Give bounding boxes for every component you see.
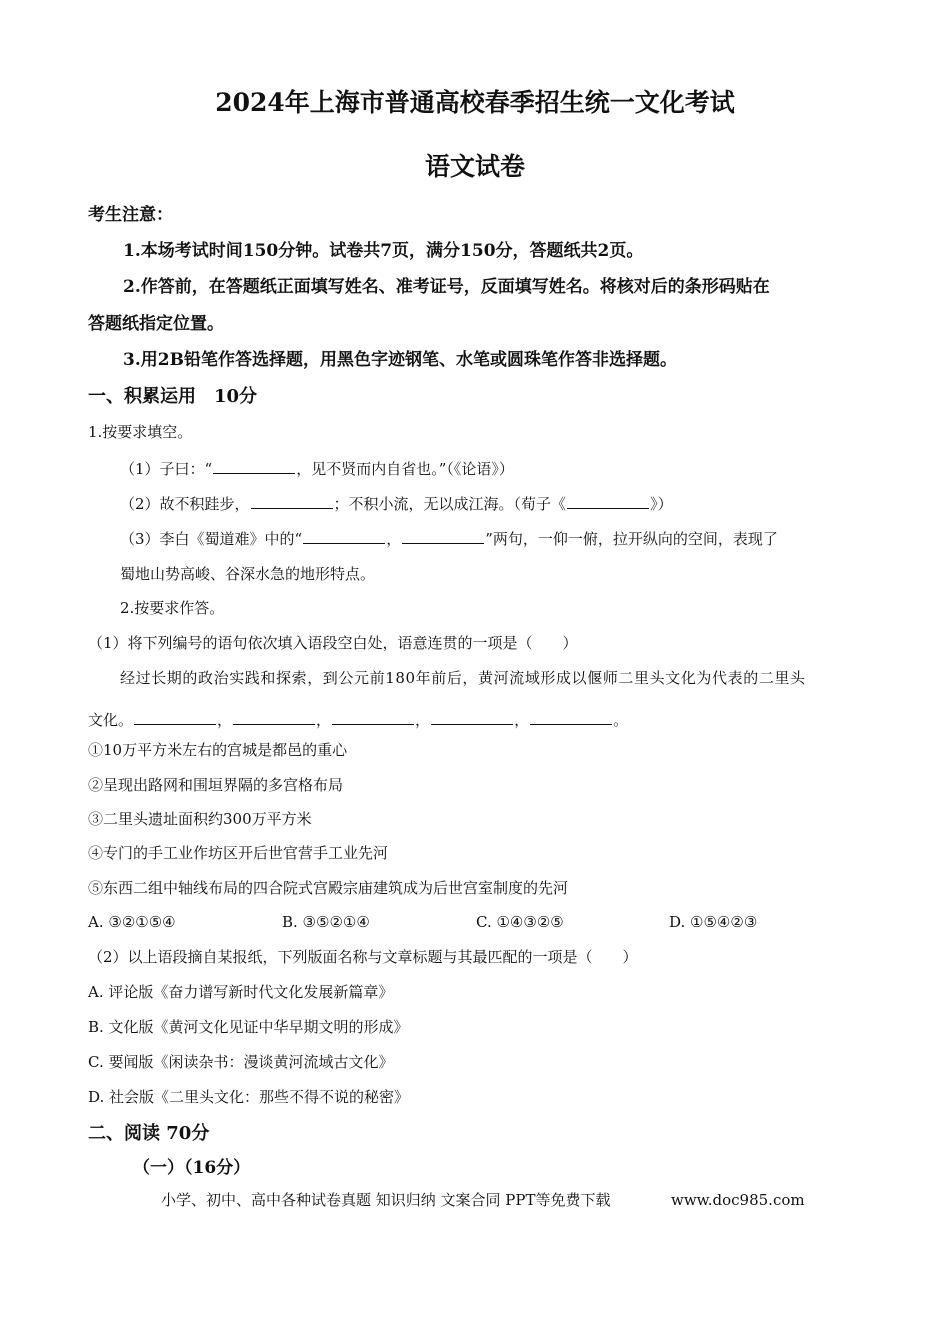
- sub2-option-a[interactable]: A. 评论版《奋力谱写新时代文化发展新篇章》: [88, 983, 394, 1001]
- footer-text: 小学、初中、高中各种试卷真题 知识归纳 文案合同 PPT等免费下载: [161, 1191, 611, 1209]
- choice-option-d[interactable]: D. ①⑤④②③: [669, 913, 758, 931]
- q2-sub1: （1）将下列编号的语句依次填入语段空白处，语意连贯的一项是（ ）: [88, 634, 578, 652]
- q1-part2-middle: ；不积小流，无以成江海。（荀子《: [333, 495, 567, 513]
- answer-blank[interactable]: [332, 710, 414, 725]
- q1-part3-suffix: ”两句，一仰一俯，拉开纵向的空间，表现了: [485, 530, 778, 548]
- q1-part1: [120, 459, 514, 477]
- answer-blank[interactable]: [213, 459, 295, 474]
- list-item: ①10万平方米左右的宫城是都邑的重心: [88, 741, 348, 759]
- passage-line1: 经过长期的政治实践和探索，到公元前180年前后，黄河流域形成以偃师二里头文化为代表的二里头: [120, 669, 806, 687]
- q1-part3-line2: 蜀地山势高峻、谷深水急的地形特点。: [120, 565, 376, 583]
- section2-heading: 二、阅读 70分: [88, 1123, 210, 1144]
- choice-option-a[interactable]: A. ③②①⑤④: [88, 913, 176, 931]
- notice-heading: 考生注意：: [88, 205, 173, 225]
- q2-sub2: （2）以上语段摘自某报纸，下列版面名称与文章标题与其最匹配的一项是（ ）: [88, 948, 638, 966]
- section2-part1: （一）（16分）: [133, 1158, 251, 1178]
- list-item: ②呈现出路网和围垣界隔的多宫格布局: [88, 776, 344, 794]
- section1-heading: 一、积累运用 10分: [88, 386, 258, 407]
- answer-blank[interactable]: [530, 710, 612, 725]
- passage-line2: [88, 710, 628, 728]
- passage-line2-start: 文化。: [88, 711, 134, 729]
- q2-intro: 2.按要求作答。: [120, 599, 225, 617]
- comma: ，: [316, 711, 332, 729]
- q1-part2-prefix: （2）故不积跬步，: [120, 495, 250, 513]
- comma: ，: [415, 711, 431, 729]
- notice-item-1: 1.本场考试时间150分钟。试卷共7页，满分150分，答题纸共2页。: [123, 241, 644, 261]
- answer-blank[interactable]: [431, 710, 513, 725]
- period: 。: [613, 711, 629, 729]
- comma: ，: [514, 711, 530, 729]
- q1-part3-prefix: （3）李白《蜀道难》中的“: [120, 530, 303, 548]
- q1-part2: [120, 494, 673, 512]
- q1-part3: [120, 529, 778, 547]
- q1-part1-prefix: （1）子曰：“: [120, 460, 213, 478]
- list-item: ③二里头遗址面积约300万平方米: [88, 810, 312, 828]
- q1-part2-suffix: 》）: [650, 495, 673, 513]
- answer-blank[interactable]: [251, 494, 333, 509]
- choice-option-c[interactable]: C. ①④③②⑤: [476, 913, 564, 931]
- q1-intro: 1.按要求填空。: [88, 423, 193, 441]
- answer-blank[interactable]: [567, 494, 649, 509]
- exam-title: 2024年上海市普通高校春季招生统一文化考试: [215, 88, 735, 117]
- answer-blank[interactable]: [303, 529, 385, 544]
- choice-option-b[interactable]: B. ③⑤②①④: [282, 913, 370, 931]
- list-item: ④专门的手工业作坊区开后世官营手工业先河: [88, 844, 389, 862]
- list-item: ⑤东西二组中轴线布局的四合院式宫殿宗庙建筑成为后世宫室制度的先河: [88, 879, 569, 897]
- comma: ，: [217, 711, 233, 729]
- answer-blank[interactable]: [233, 710, 315, 725]
- sub2-option-b[interactable]: B. 文化版《黄河文化见证中华早期文明的形成》: [88, 1018, 409, 1036]
- notice-item-2-line1: 2.作答前，在答题纸正面填写姓名、准考证号，反面填写姓名。将核对后的条形码贴在: [123, 277, 770, 297]
- notice-item-3: 3.用2B铅笔作答选择题，用黑色字迹钢笔、水笔或圆珠笔作答非选择题。: [123, 350, 677, 370]
- answer-blank[interactable]: [134, 710, 216, 725]
- exam-subtitle: 语文试卷: [424, 152, 525, 181]
- footer-link[interactable]: www.doc985.com: [671, 1191, 805, 1209]
- sub2-option-d[interactable]: D. 社会版《二里头文化：那些不得不说的秘密》: [88, 1088, 410, 1106]
- q1-part3-comma: ，: [386, 530, 402, 548]
- q1-part1-suffix: ，见不贤而内自省也。”（《论语》）: [296, 460, 514, 478]
- notice-item-2-line2: 答题纸指定位置。: [88, 314, 224, 334]
- sub2-option-c[interactable]: C. 要闻版《闲读杂书：漫谈黄河流域古文化》: [88, 1053, 394, 1071]
- answer-blank[interactable]: [402, 529, 484, 544]
